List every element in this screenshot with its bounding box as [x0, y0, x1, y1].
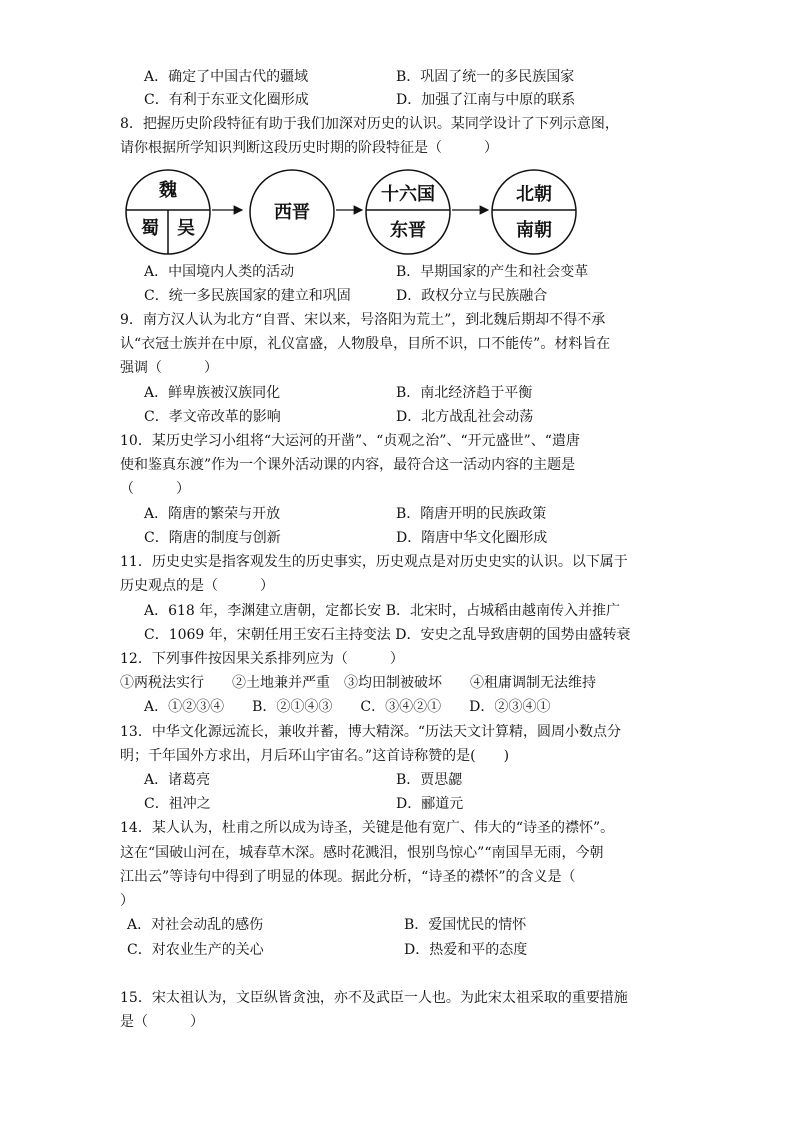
q8-stem-line2: 请你根据所学知识判断这段历史时期的阶段特征是（ ）	[120, 140, 498, 156]
label-beichao: 北朝	[516, 184, 552, 205]
q13-stem-line2: 明；千年国外方求出，月后环山宇宙名。”这首诗称赞的是( )	[120, 748, 510, 764]
q10-option-b: B．隋唐开明的民族政策	[396, 506, 547, 522]
label-nanchao: 南朝	[516, 220, 552, 241]
q10-option-c: C．隋唐的制度与创新	[144, 530, 281, 546]
q10-option-a: A．隋唐的繁荣与开放	[144, 506, 281, 522]
q9-stem-line1: 9．南方汉人认为北方“自晋、宋以来，号洛阳为荒土”，到北魏后期却不得不承	[120, 312, 606, 328]
q11-stem-line2: 历史观点的是（ ）	[120, 578, 274, 594]
q12-stem: 12．下列事件按因果关系排列应为（ ）	[120, 651, 404, 667]
label-shu: 蜀	[141, 218, 159, 239]
circle-three-kingdoms	[126, 170, 210, 254]
q13-option-c: C．祖冲之	[144, 796, 211, 812]
q12-options: A．①②③④ B．②①④③ C．③④②① D．②③④①	[144, 699, 551, 715]
q7-option-a: A．确定了中国古代的疆域	[144, 69, 309, 85]
label-wei: 魏	[159, 180, 177, 201]
q14-stem-line2: 这在“国破山河在，城春草木深。感时花溅泪，恨别鸟惊心”“南国旱无雨，今朝	[120, 845, 604, 861]
q9-stem-line2: 认“衣冠士族并在中原，礼仪富盛，人物殷阜，目所不识，口不能传”。材料旨在	[120, 336, 611, 352]
q11-options-cd: C．1069 年，宋朝任用王安石主持变法 D．安史之乱导致唐朝的国势由盛转衰	[144, 627, 631, 643]
q10-option-d: D．隋唐中华文化圈形成	[396, 530, 548, 546]
q9-option-d: D．北方战乱社会动荡	[396, 409, 534, 425]
q13-option-a: A．诸葛亮	[144, 772, 211, 788]
label-shiliuguo: 十六国	[381, 184, 435, 205]
q7-option-b: B．巩固了统一的多民族国家	[396, 69, 575, 85]
label-dongjin: 东晋	[390, 220, 426, 241]
q14-option-c: C．对农业生产的关心	[127, 942, 264, 958]
q8-option-c: C．统一多民族国家的建立和巩固	[144, 288, 351, 304]
label-wu: 吴	[177, 218, 195, 239]
circle-sixteen-kingdoms	[366, 170, 450, 254]
circle-northern-southern	[492, 170, 576, 254]
q14-stem-line3: 江出云”等诗句中得到了明显的体现。据此分析，“诗圣的襟怀”的含义是（	[120, 869, 576, 885]
q8-stem-line1: 8．把握历史阶段特征有助于我们加深对历史的认识。某同学设计了下列示意图，	[120, 116, 619, 132]
q9-option-b: B．南北经济趋于平衡	[396, 385, 533, 401]
q14-option-d: D．热爱和平的态度	[404, 942, 528, 958]
q11-options-ab: A．618 年，李渊建立唐朝，定都长安 B．北宋时，占城稻由越南传入并推广	[144, 603, 621, 619]
q13-option-b: B．贾思勰	[396, 772, 463, 788]
q12-event-list: ①两税法实行 ②土地兼并严重 ③均田制被破坏 ④租庸调制无法维持	[120, 675, 596, 691]
q14-stem-line1: 14．某人认为，杜甫之所以成为诗圣，关键是他有宽广、伟大的“诗圣的襟怀”。	[120, 820, 615, 836]
q11-stem-line1: 11．历史史实是指客观发生的历史事实，历史观点是对历史史实的认识。以下属于	[120, 554, 628, 570]
q15-stem-line2: 是（ ）	[120, 1014, 204, 1030]
q15-stem-line1: 15．宋太祖认为，文臣纵皆贪浊，亦不及武臣一人也。为此宋太祖采取的重要措施	[120, 990, 628, 1006]
q10-stem-line2: 使和鉴真东渡”作为一个课外活动课的内容，最符合这一活动内容的主题是	[120, 457, 576, 473]
q9-stem-line3: 强调（ ）	[120, 360, 218, 376]
q8-option-a: A．中国境内人类的活动	[144, 264, 295, 280]
q13-option-d: D．郦道元	[396, 796, 464, 812]
q8-option-b: B．早期国家的产生和社会变革	[396, 264, 589, 280]
q10-stem-line1: 10．某历史学习小组将“大运河的开凿”、“贞观之治”、“开元盛世”、“遣唐	[120, 433, 580, 449]
q9-option-c: C．孝文帝改革的影响	[144, 409, 281, 425]
circle-western-jin	[250, 170, 334, 254]
label-xijin: 西晋	[274, 202, 310, 223]
q7-option-d: D．加强了江南与中原的联系	[396, 92, 576, 108]
q7-option-c: C．有利于东亚文化圈形成	[144, 92, 309, 108]
q10-stem-line3: （ ）	[120, 481, 190, 497]
q14-option-a: A．对社会动乱的感伤	[127, 917, 264, 933]
q8-dynasty-diagram	[120, 164, 590, 264]
q14-option-b: B．爱国忧民的情怀	[404, 917, 527, 933]
q9-option-a: A．鲜卑族被汉族同化	[144, 385, 281, 401]
q8-option-d: D．政权分立与民族融合	[396, 288, 548, 304]
q13-stem-line1: 13．中华文化源远流长，兼收并蓄，博大精深。“历法天文计算精，圆周小数点分	[120, 724, 621, 740]
q14-stem-line4: ）	[120, 893, 134, 909]
